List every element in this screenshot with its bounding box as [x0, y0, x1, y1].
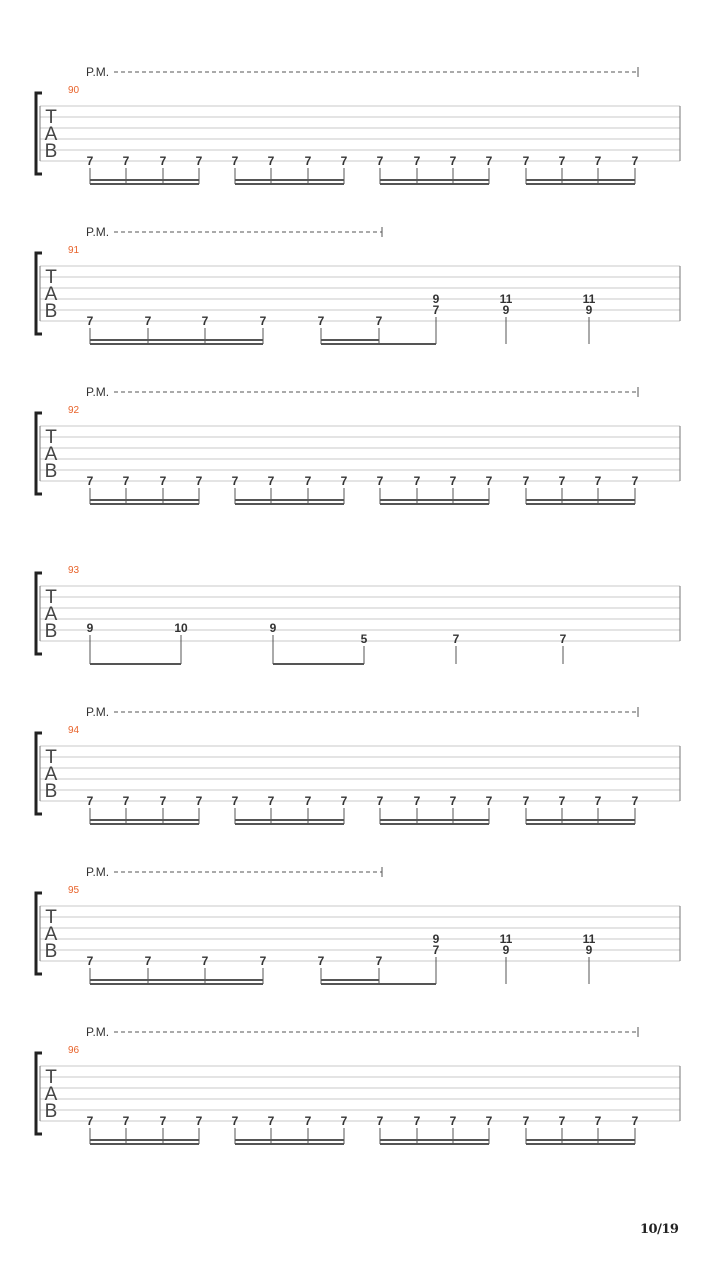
system-bracket: [36, 573, 42, 654]
measure-number: 91: [68, 245, 80, 256]
fret-number: 7: [449, 474, 457, 488]
fret-number: 7: [231, 154, 239, 168]
fret-number: 7: [376, 154, 384, 168]
fret-number: 7: [594, 1114, 602, 1128]
fret-number: 7: [522, 794, 530, 808]
fret-number: 7: [231, 474, 239, 488]
fret-number: 7: [340, 794, 348, 808]
system-bracket: [36, 1053, 42, 1134]
tab-clef-letter: B: [44, 621, 58, 642]
tab-clef-letter: A: [44, 444, 58, 465]
fret-number: 7: [159, 474, 167, 488]
fret-number: 7: [86, 314, 94, 328]
fret-number: 7: [231, 794, 239, 808]
fret-number: 7: [86, 154, 94, 168]
fret-number: 7: [86, 1114, 94, 1128]
fret-number: 7: [485, 474, 493, 488]
fret-number: 7: [432, 303, 440, 317]
fret-number: 7: [340, 474, 348, 488]
tab-clef-letter: A: [44, 284, 58, 305]
fret-number: 7: [485, 154, 493, 168]
tab-clef-letter: T: [45, 427, 57, 448]
fret-number: 9: [502, 943, 510, 957]
tab-system-96: [36, 1025, 680, 1144]
fret-number: 7: [267, 154, 275, 168]
fret-number: 7: [376, 794, 384, 808]
tab-clef-letter: B: [44, 141, 58, 162]
measure-number: 95: [68, 885, 80, 896]
fret-number: 7: [449, 1114, 457, 1128]
fret-number: 7: [375, 954, 383, 968]
fret-number: 7: [522, 154, 530, 168]
fret-number: 7: [413, 1114, 421, 1128]
fret-number: 7: [485, 794, 493, 808]
fret-number: 7: [144, 954, 152, 968]
tab-system-93: [36, 565, 680, 664]
fret-number: 7: [558, 474, 566, 488]
fret-number: 7: [485, 1114, 493, 1128]
fret-number: 7: [267, 794, 275, 808]
palm-mute-label: P.M.: [86, 65, 110, 79]
tab-clef-letter: A: [44, 1084, 58, 1105]
fret-number: 7: [558, 794, 566, 808]
fret-number: 7: [159, 154, 167, 168]
tab-clef-letter: A: [44, 924, 58, 945]
fret-number: 7: [122, 794, 130, 808]
fret-number: 7: [86, 954, 94, 968]
fret-number: 7: [195, 1114, 203, 1128]
tab-system-91: [36, 225, 680, 344]
tab-clef-letter: B: [44, 301, 58, 322]
fret-number: 11: [499, 292, 513, 306]
fret-number: 7: [413, 474, 421, 488]
fret-number: 7: [340, 154, 348, 168]
measure-number: 90: [68, 85, 80, 96]
fret-number: 7: [594, 474, 602, 488]
fret-number: 7: [432, 943, 440, 957]
fret-number: 7: [122, 154, 130, 168]
fret-number: 7: [304, 1114, 312, 1128]
fret-number: 11: [499, 932, 513, 946]
fret-number: 5: [360, 632, 368, 646]
fret-number: 9: [432, 292, 440, 306]
fret-number: 7: [122, 474, 130, 488]
fret-number: 9: [502, 303, 510, 317]
fret-number: 7: [195, 794, 203, 808]
fret-number: 7: [122, 1114, 130, 1128]
fret-number: 7: [317, 314, 325, 328]
fret-number: 7: [449, 154, 457, 168]
system-bracket: [36, 733, 42, 814]
fret-number: 11: [582, 292, 596, 306]
tab-clef-letter: A: [44, 604, 58, 625]
fret-number: 7: [558, 1114, 566, 1128]
system-bracket: [36, 93, 42, 174]
fret-number: 7: [631, 154, 639, 168]
fret-number: 7: [317, 954, 325, 968]
tab-system-90: [36, 65, 680, 184]
fret-number: 7: [201, 954, 209, 968]
fret-number: 7: [304, 474, 312, 488]
fret-number: 7: [195, 474, 203, 488]
fret-number: 9: [432, 932, 440, 946]
fret-number: 7: [559, 632, 567, 646]
fret-number: 7: [449, 794, 457, 808]
fret-number: 7: [376, 1114, 384, 1128]
system-bracket: [36, 253, 42, 334]
palm-mute-label: P.M.: [86, 865, 110, 879]
fret-number: 9: [585, 303, 593, 317]
fret-number: 7: [631, 474, 639, 488]
tab-clef-letter: B: [44, 1101, 58, 1122]
tab-clef-letter: A: [44, 124, 58, 145]
fret-number: 7: [86, 794, 94, 808]
tab-clef-letter: B: [44, 461, 58, 482]
fret-number: 7: [231, 1114, 239, 1128]
fret-number: 7: [558, 154, 566, 168]
tab-system-92: [36, 385, 680, 504]
page-number: 10/19: [640, 1222, 679, 1237]
fret-number: 7: [631, 794, 639, 808]
fret-number: 7: [86, 474, 94, 488]
fret-number: 7: [522, 474, 530, 488]
fret-number: 7: [376, 474, 384, 488]
fret-number: 7: [413, 154, 421, 168]
fret-number: 7: [375, 314, 383, 328]
palm-mute-label: P.M.: [86, 1025, 110, 1039]
fret-number: 7: [195, 154, 203, 168]
tab-system-94: [36, 705, 680, 824]
measure-number: 93: [68, 565, 80, 576]
fret-number: 7: [452, 632, 460, 646]
tab-system-95: [36, 865, 680, 984]
fret-number: 7: [259, 314, 267, 328]
fret-number: 7: [340, 1114, 348, 1128]
tab-clef-letter: T: [45, 1067, 57, 1088]
fret-number: 7: [304, 154, 312, 168]
fret-number: 9: [86, 621, 94, 635]
tab-clef-letter: T: [45, 907, 57, 928]
fret-number: 9: [585, 943, 593, 957]
fret-number: 7: [522, 1114, 530, 1128]
tab-clef-letter: T: [45, 267, 57, 288]
fret-number: 7: [159, 1114, 167, 1128]
tab-clef-letter: B: [44, 781, 58, 802]
fret-number: 7: [267, 1114, 275, 1128]
fret-number: 7: [267, 474, 275, 488]
palm-mute-label: P.M.: [86, 385, 110, 399]
fret-number: 7: [201, 314, 209, 328]
system-bracket: [36, 413, 42, 494]
fret-number: 7: [259, 954, 267, 968]
tab-clef-letter: T: [45, 747, 57, 768]
fret-number: 10: [174, 621, 188, 635]
tab-clef-letter: A: [44, 764, 58, 785]
tab-clef-letter: T: [45, 107, 57, 128]
fret-number: 7: [144, 314, 152, 328]
fret-number: 7: [631, 1114, 639, 1128]
tab-clef-letter: B: [44, 941, 58, 962]
palm-mute-label: P.M.: [86, 705, 110, 719]
fret-number: 7: [594, 154, 602, 168]
fret-number: 7: [413, 794, 421, 808]
fret-number: 7: [304, 794, 312, 808]
system-bracket: [36, 893, 42, 974]
palm-mute-label: P.M.: [86, 225, 110, 239]
measure-number: 92: [68, 405, 80, 416]
tab-clef-letter: T: [45, 587, 57, 608]
measure-number: 96: [68, 1045, 80, 1056]
measure-number: 94: [68, 725, 80, 736]
fret-number: 7: [159, 794, 167, 808]
fret-number: 11: [582, 932, 596, 946]
fret-number: 9: [269, 621, 277, 635]
fret-number: 7: [594, 794, 602, 808]
